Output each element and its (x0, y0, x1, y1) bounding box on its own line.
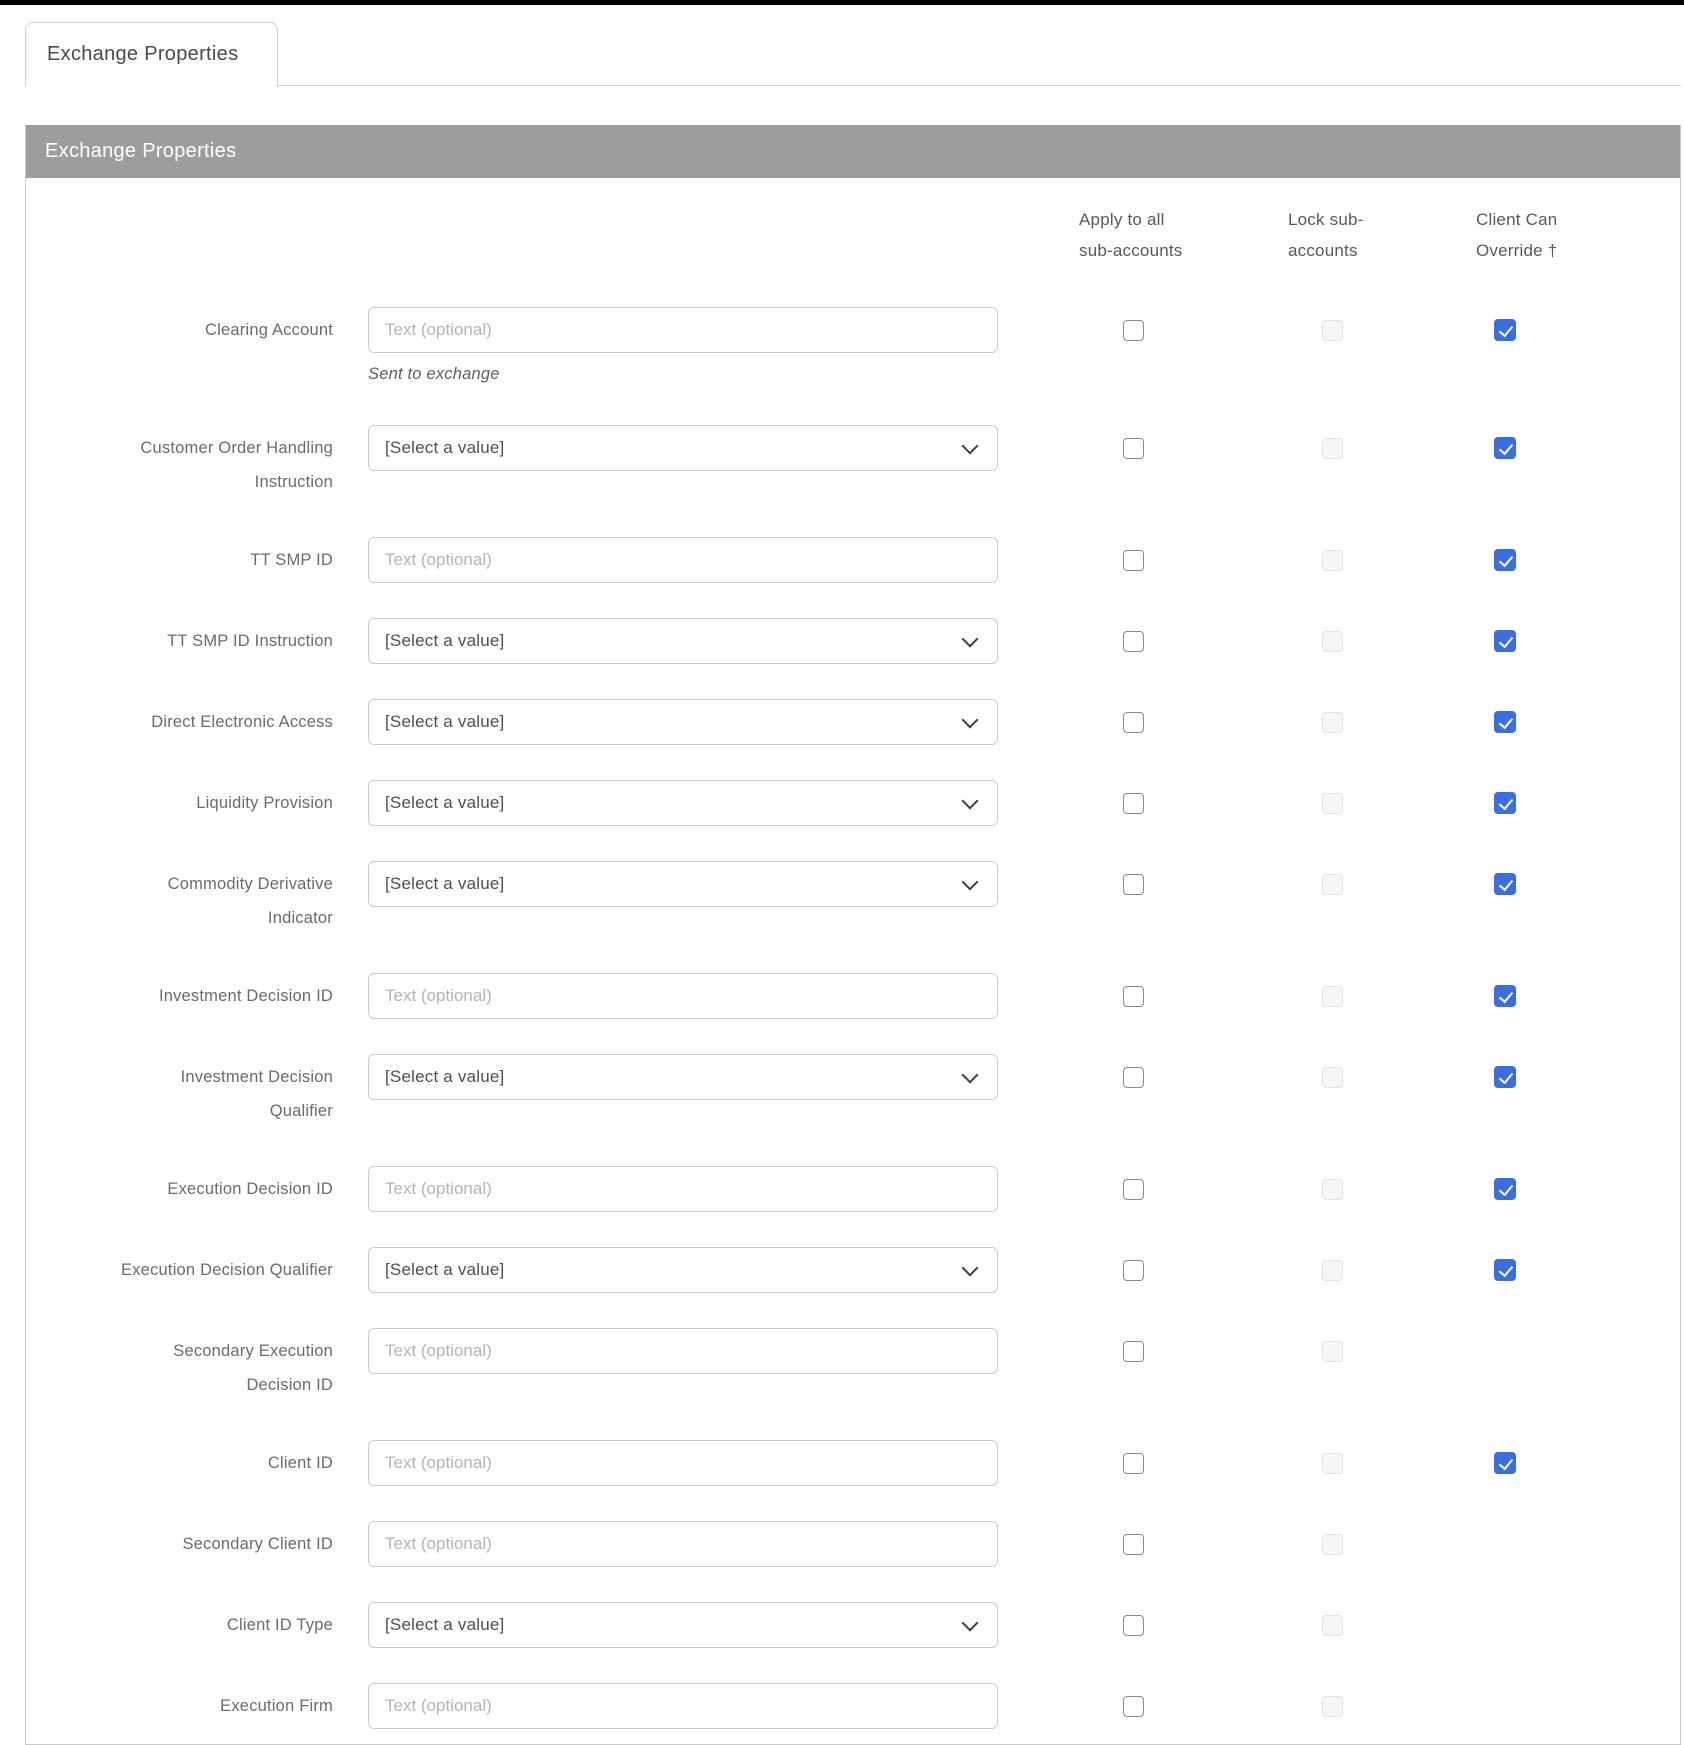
commodity-derivative-indicator-selected-value: [Select a value] (385, 874, 505, 893)
customer-order-handling-instruction-client-can-override-checkbox[interactable] (1494, 437, 1516, 459)
client-id-input[interactable] (368, 1440, 998, 1486)
exchange-properties-panel (25, 125, 1681, 1745)
field-row-commodity-derivative-indicator (26, 861, 1680, 927)
commodity-derivative-indicator-select[interactable] (368, 861, 998, 907)
secondary-client-id-input[interactable] (368, 1521, 998, 1567)
field-row-execution-firm (26, 1683, 1680, 1729)
column-header-apply-to-all: Apply to all sub-accounts (1079, 210, 1183, 260)
client-id-lock-subaccounts-checkbox (1322, 1453, 1343, 1474)
client-id-type-apply-all-checkbox[interactable] (1123, 1615, 1144, 1636)
clearing-account-apply-all-checkbox[interactable] (1123, 320, 1144, 341)
liquidity-provision-client-can-override-checkbox[interactable] (1494, 792, 1516, 814)
field-row-clearing-account (26, 307, 1680, 383)
direct-electronic-access-lock-subaccounts-checkbox (1322, 712, 1343, 733)
tt-smp-id-instruction-select[interactable] (368, 618, 998, 664)
chevron-down-icon (962, 712, 979, 729)
commodity-derivative-indicator-lock-subaccounts-checkbox (1322, 874, 1343, 895)
direct-electronic-access-select[interactable] (368, 699, 998, 745)
secondary-client-id-label: Secondary Client ID (182, 1535, 333, 1553)
client-id-type-select[interactable] (368, 1602, 998, 1648)
field-row-client-id-type (26, 1602, 1680, 1648)
chevron-down-icon (962, 793, 979, 810)
execution-decision-id-client-can-override-checkbox[interactable] (1494, 1178, 1516, 1200)
secondary-execution-decision-id-label: Secondary Execution Decision ID (173, 1342, 333, 1394)
execution-decision-id-input[interactable] (368, 1166, 998, 1212)
execution-decision-qualifier-label: Execution Decision Qualifier (121, 1261, 333, 1279)
liquidity-provision-label: Liquidity Provision (196, 794, 333, 812)
panel-title: Exchange Properties (45, 140, 237, 162)
tt-smp-id-instruction-apply-all-checkbox[interactable] (1123, 631, 1144, 652)
customer-order-handling-instruction-select[interactable] (368, 425, 998, 471)
customer-order-handling-instruction-selected-value: [Select a value] (385, 438, 505, 457)
execution-decision-qualifier-apply-all-checkbox[interactable] (1123, 1260, 1144, 1281)
chevron-down-icon (962, 1615, 979, 1632)
column-header-lock-subaccounts: Lock sub- accounts (1288, 210, 1364, 260)
execution-decision-qualifier-select[interactable] (368, 1247, 998, 1293)
field-row-tt-smp-id-instruction (26, 618, 1680, 664)
secondary-client-id-lock-subaccounts-checkbox (1322, 1534, 1343, 1555)
secondary-execution-decision-id-input[interactable] (368, 1328, 998, 1374)
execution-decision-id-label: Execution Decision ID (167, 1180, 333, 1198)
customer-order-handling-instruction-apply-all-checkbox[interactable] (1123, 438, 1144, 459)
execution-decision-id-apply-all-checkbox[interactable] (1123, 1179, 1144, 1200)
tt-smp-id-client-can-override-checkbox[interactable] (1494, 549, 1516, 571)
execution-firm-label: Execution Firm (220, 1697, 333, 1715)
liquidity-provision-select[interactable] (368, 780, 998, 826)
field-row-liquidity-provision (26, 780, 1680, 826)
client-id-apply-all-checkbox[interactable] (1123, 1453, 1144, 1474)
investment-decision-qualifier-selected-value: [Select a value] (385, 1067, 505, 1086)
panel-title-bar (26, 125, 1680, 178)
investment-decision-qualifier-select[interactable] (368, 1054, 998, 1100)
field-row-investment-decision-id (26, 973, 1680, 1019)
field-row-tt-smp-id (26, 537, 1680, 583)
clearing-account-helper-text: Sent to exchange (368, 365, 500, 383)
field-row-investment-decision-qualifier (26, 1054, 1680, 1120)
commodity-derivative-indicator-apply-all-checkbox[interactable] (1123, 874, 1144, 895)
liquidity-provision-lock-subaccounts-checkbox (1322, 793, 1343, 814)
investment-decision-id-lock-subaccounts-checkbox (1322, 986, 1343, 1007)
tab-label: Exchange Properties (47, 43, 239, 65)
secondary-execution-decision-id-lock-subaccounts-checkbox (1322, 1341, 1343, 1362)
investment-decision-qualifier-lock-subaccounts-checkbox (1322, 1067, 1343, 1088)
field-row-customer-order-handling-instruction (26, 425, 1680, 491)
field-row-secondary-execution-decision-id (26, 1328, 1680, 1394)
investment-decision-id-client-can-override-checkbox[interactable] (1494, 985, 1516, 1007)
client-id-type-label: Client ID Type (226, 1616, 333, 1634)
execution-decision-qualifier-selected-value: [Select a value] (385, 1260, 505, 1279)
client-id-type-selected-value: [Select a value] (385, 1615, 505, 1634)
investment-decision-id-input[interactable] (368, 973, 998, 1019)
chevron-down-icon (962, 1067, 979, 1084)
client-id-type-lock-subaccounts-checkbox (1322, 1615, 1343, 1636)
chevron-down-icon (962, 874, 979, 891)
execution-firm-input[interactable] (368, 1683, 998, 1729)
client-id-label: Client ID (267, 1454, 333, 1472)
direct-electronic-access-label: Direct Electronic Access (151, 713, 333, 731)
chevron-down-icon (962, 631, 979, 648)
customer-order-handling-instruction-lock-subaccounts-checkbox (1322, 438, 1343, 459)
liquidity-provision-selected-value: [Select a value] (385, 793, 505, 812)
direct-electronic-access-apply-all-checkbox[interactable] (1123, 712, 1144, 733)
tt-smp-id-input[interactable] (368, 537, 998, 583)
column-header-client-can-override: Client Can Override † (1476, 210, 1558, 260)
tt-smp-id-instruction-selected-value: [Select a value] (385, 631, 505, 650)
customer-order-handling-instruction-label: Customer Order Handling Instruction (140, 439, 333, 491)
investment-decision-id-apply-all-checkbox[interactable] (1123, 986, 1144, 1007)
chevron-down-icon (962, 1260, 979, 1277)
clearing-account-input[interactable] (368, 307, 998, 353)
tab-exchange-properties[interactable] (25, 22, 278, 86)
tt-smp-id-instruction-client-can-override-checkbox[interactable] (1494, 630, 1516, 652)
clearing-account-client-can-override-checkbox[interactable] (1494, 319, 1516, 341)
field-row-execution-decision-id (26, 1166, 1680, 1212)
liquidity-provision-apply-all-checkbox[interactable] (1123, 793, 1144, 814)
tt-smp-id-apply-all-checkbox[interactable] (1123, 550, 1144, 571)
clearing-account-label: Clearing Account (205, 321, 333, 339)
investment-decision-qualifier-client-can-override-checkbox[interactable] (1494, 1066, 1516, 1088)
execution-firm-apply-all-checkbox[interactable] (1123, 1696, 1144, 1717)
panel-body (26, 178, 1680, 1736)
field-row-client-id (26, 1440, 1680, 1486)
chevron-down-icon (962, 438, 979, 455)
investment-decision-qualifier-label: Investment Decision Qualifier (180, 1068, 333, 1120)
client-id-client-can-override-checkbox[interactable] (1494, 1452, 1516, 1474)
execution-firm-lock-subaccounts-checkbox (1322, 1696, 1343, 1717)
tt-smp-id-lock-subaccounts-checkbox (1322, 550, 1343, 571)
investment-decision-id-label: Investment Decision ID (158, 987, 333, 1005)
investment-decision-qualifier-apply-all-checkbox[interactable] (1123, 1067, 1144, 1088)
execution-decision-qualifier-client-can-override-checkbox[interactable] (1494, 1259, 1516, 1281)
window-top-edge (0, 0, 1684, 5)
execution-decision-qualifier-lock-subaccounts-checkbox (1322, 1260, 1343, 1281)
clearing-account-lock-subaccounts-checkbox (1322, 320, 1343, 341)
secondary-client-id-apply-all-checkbox[interactable] (1123, 1534, 1144, 1555)
commodity-derivative-indicator-label: Commodity Derivative Indicator (167, 875, 333, 927)
secondary-execution-decision-id-apply-all-checkbox[interactable] (1123, 1341, 1144, 1362)
field-row-execution-decision-qualifier (26, 1247, 1680, 1293)
tt-smp-id-instruction-label: TT SMP ID Instruction (167, 632, 333, 650)
field-row-direct-electronic-access (26, 699, 1680, 745)
field-row-secondary-client-id (26, 1521, 1680, 1567)
tt-smp-id-instruction-lock-subaccounts-checkbox (1322, 631, 1343, 652)
direct-electronic-access-client-can-override-checkbox[interactable] (1494, 711, 1516, 733)
tt-smp-id-label: TT SMP ID (250, 551, 333, 569)
execution-decision-id-lock-subaccounts-checkbox (1322, 1179, 1343, 1200)
direct-electronic-access-selected-value: [Select a value] (385, 712, 505, 731)
commodity-derivative-indicator-client-can-override-checkbox[interactable] (1494, 873, 1516, 895)
